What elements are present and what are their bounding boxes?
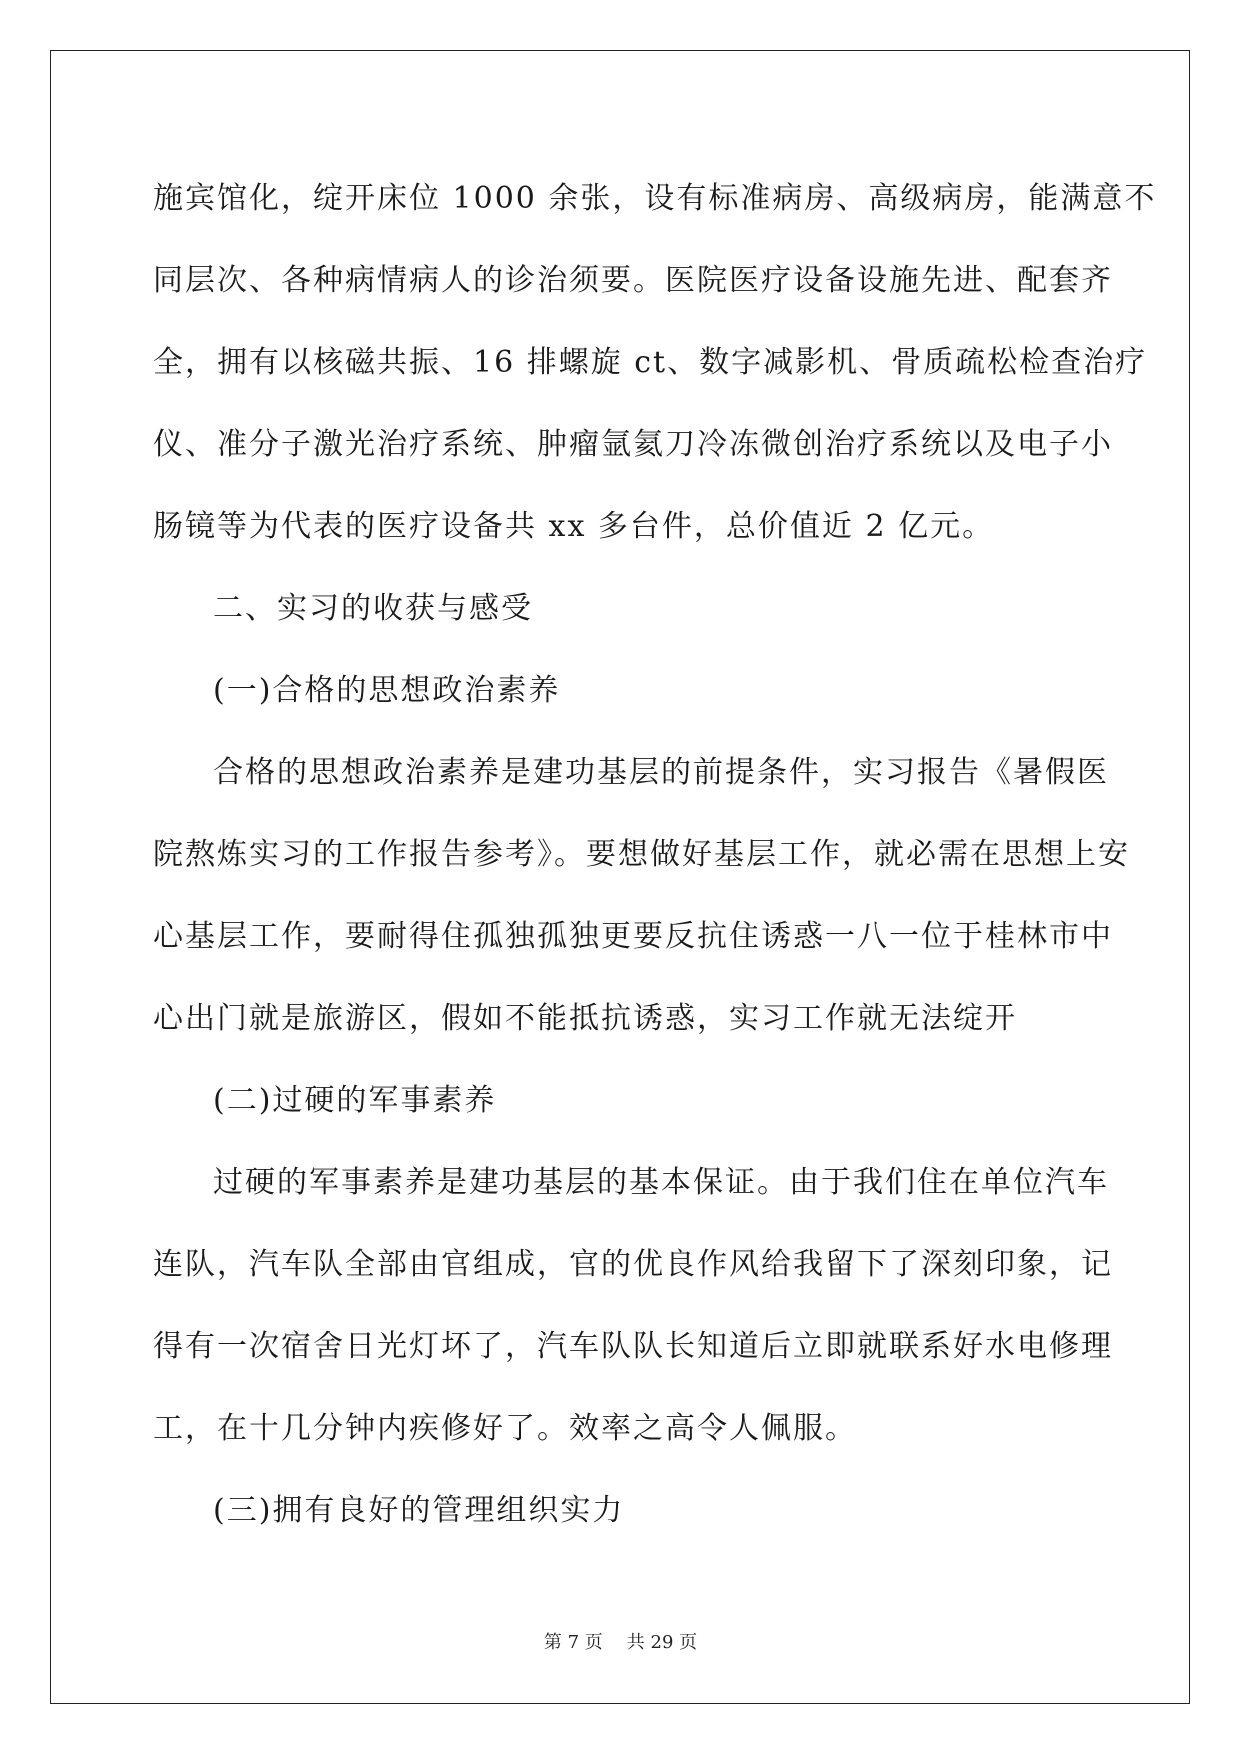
page-footer: [0, 1628, 1241, 1654]
text-line: 同层次、各种病情病人的诊治须要。医院医疗设备设施先进、配套齐: [153, 263, 1113, 298]
paragraph-start: 合格的思想政治素养是建功基层的前提条件，实习报告《暑假医: [213, 755, 1109, 790]
text-line: 心基层工作，要耐得住孤独孤独更要反抗住诱惑一八一位于桂林市中: [153, 919, 1113, 954]
page-number-total: 共 29 页: [626, 1632, 698, 1653]
subsection-heading: (三)拥有良好的管理组织实力: [213, 1493, 625, 1528]
text-line: 院熬炼实习的工作报告参考》。要想做好基层工作，就必需在思想上安: [153, 837, 1130, 872]
text-line: 工，在十几分钟内疾修好了。效率之高令人佩服。: [153, 1411, 857, 1446]
text-line: 连队，汽车队全部由官组成，官的优良作风给我留下了深刻印象，记: [153, 1247, 1113, 1282]
text-line: 全，拥有以核磁共振、16 排螺旋 ct、数字减影机、骨质疏松检查治疗: [153, 345, 1148, 380]
subsection-heading: (一)合格的思想政治素养: [213, 673, 561, 708]
section-heading: 二、实习的收获与感受: [213, 591, 533, 626]
text-line: 肠镜等为代表的医疗设备共 xx 多台件，总价值近 2 亿元。: [153, 509, 995, 544]
text-line: 施宾馆化，绽开床位 1000 余张，设有标准病房、高级病房，能满意不: [153, 181, 1157, 216]
subsection-heading: (二)过硬的军事素养: [213, 1083, 497, 1118]
document-body: [153, 158, 1157, 1552]
text-line: 得有一次宿舍日光灯坏了，汽车队队长知道后立即就联系好水电修理: [153, 1329, 1113, 1364]
text-line: 仪、准分子激光治疗系统、肿瘤氩氦刀冷冻微创治疗系统以及电子小: [153, 427, 1113, 462]
paragraph-start: 过硬的军事素养是建功基层的基本保证。由于我们住在单位汽车: [213, 1165, 1109, 1200]
text-line: 心出门就是旅游区，假如不能抵抗诱惑，实习工作就无法绽开: [153, 1001, 1017, 1036]
page-number-current: 第 7 页: [543, 1632, 603, 1653]
